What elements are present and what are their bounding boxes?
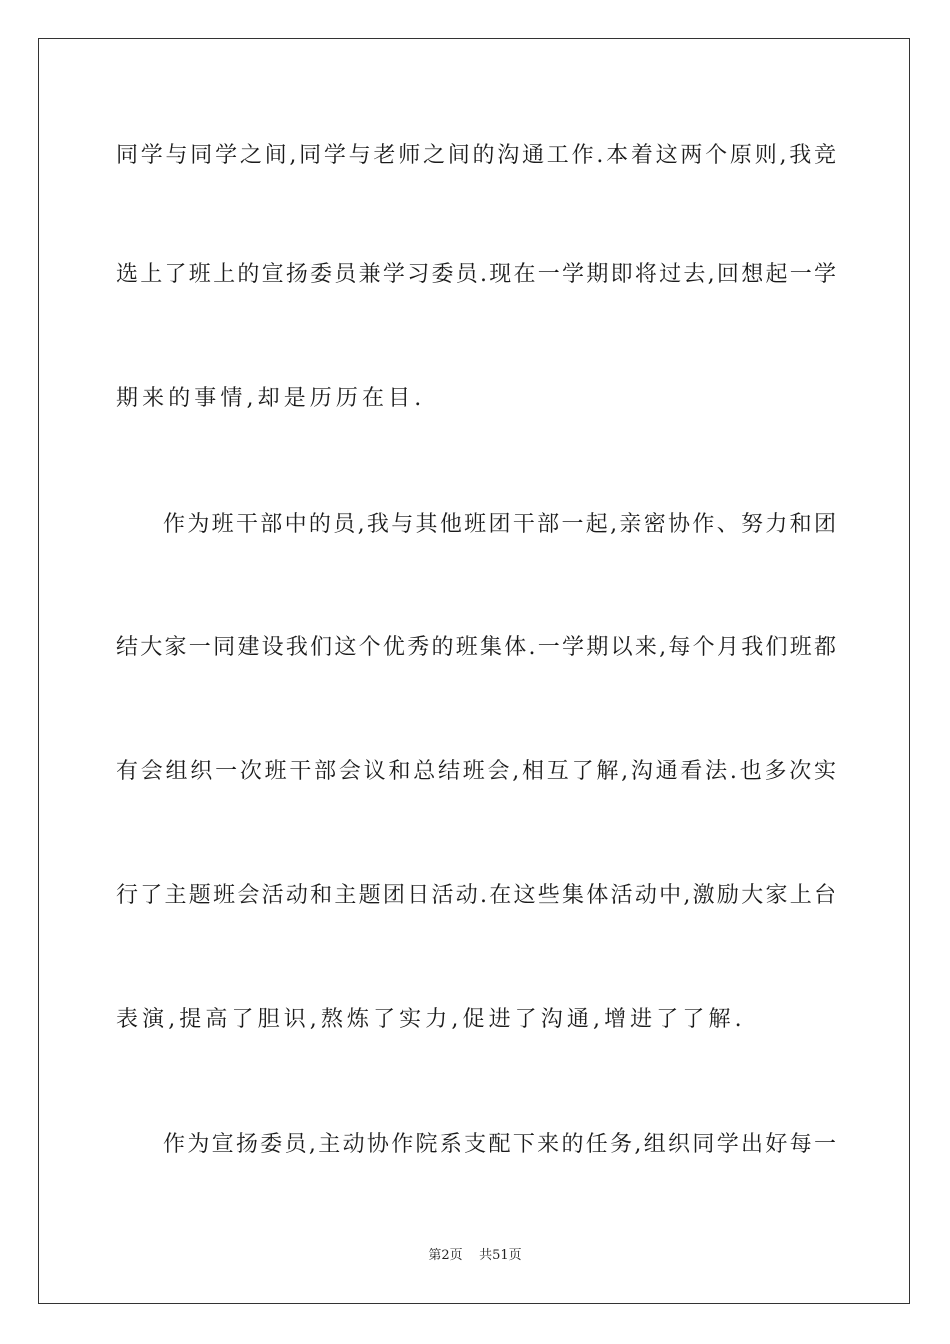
body-line-2: 选上了班上的宣扬委员兼学习委员.现在一学期即将过去,回想起一学 [116, 262, 836, 287]
body-line-3: 期来的事情,却是历历在目. [116, 386, 426, 411]
page-total: 共51页 [479, 1248, 522, 1263]
body-line-9: 作为宣扬委员,主动协作院系支配下来的任务,组织同学出好每一 [163, 1132, 836, 1157]
page-number: 第2页 [428, 1248, 463, 1263]
body-line-1: 同学与同学之间,同学与老师之间的沟通工作.本着这两个原则,我竞 [116, 143, 836, 168]
page-footer [0, 1247, 950, 1265]
body-line-8: 表演,提高了胆识,熬炼了实力,促进了沟通,增进了了解. [116, 1007, 746, 1032]
page-border [38, 38, 910, 1304]
body-line-6: 有会组织一次班干部会议和总结班会,相互了解,沟通看法.也多次实 [116, 759, 836, 784]
body-line-4: 作为班干部中的员,我与其他班团干部一起,亲密协作、努力和团 [163, 512, 836, 537]
body-line-7: 行了主题班会活动和主题团日活动.在这些集体活动中,激励大家上台 [116, 883, 836, 908]
body-line-5: 结大家一同建设我们这个优秀的班集体.一学期以来,每个月我们班都 [116, 635, 836, 660]
